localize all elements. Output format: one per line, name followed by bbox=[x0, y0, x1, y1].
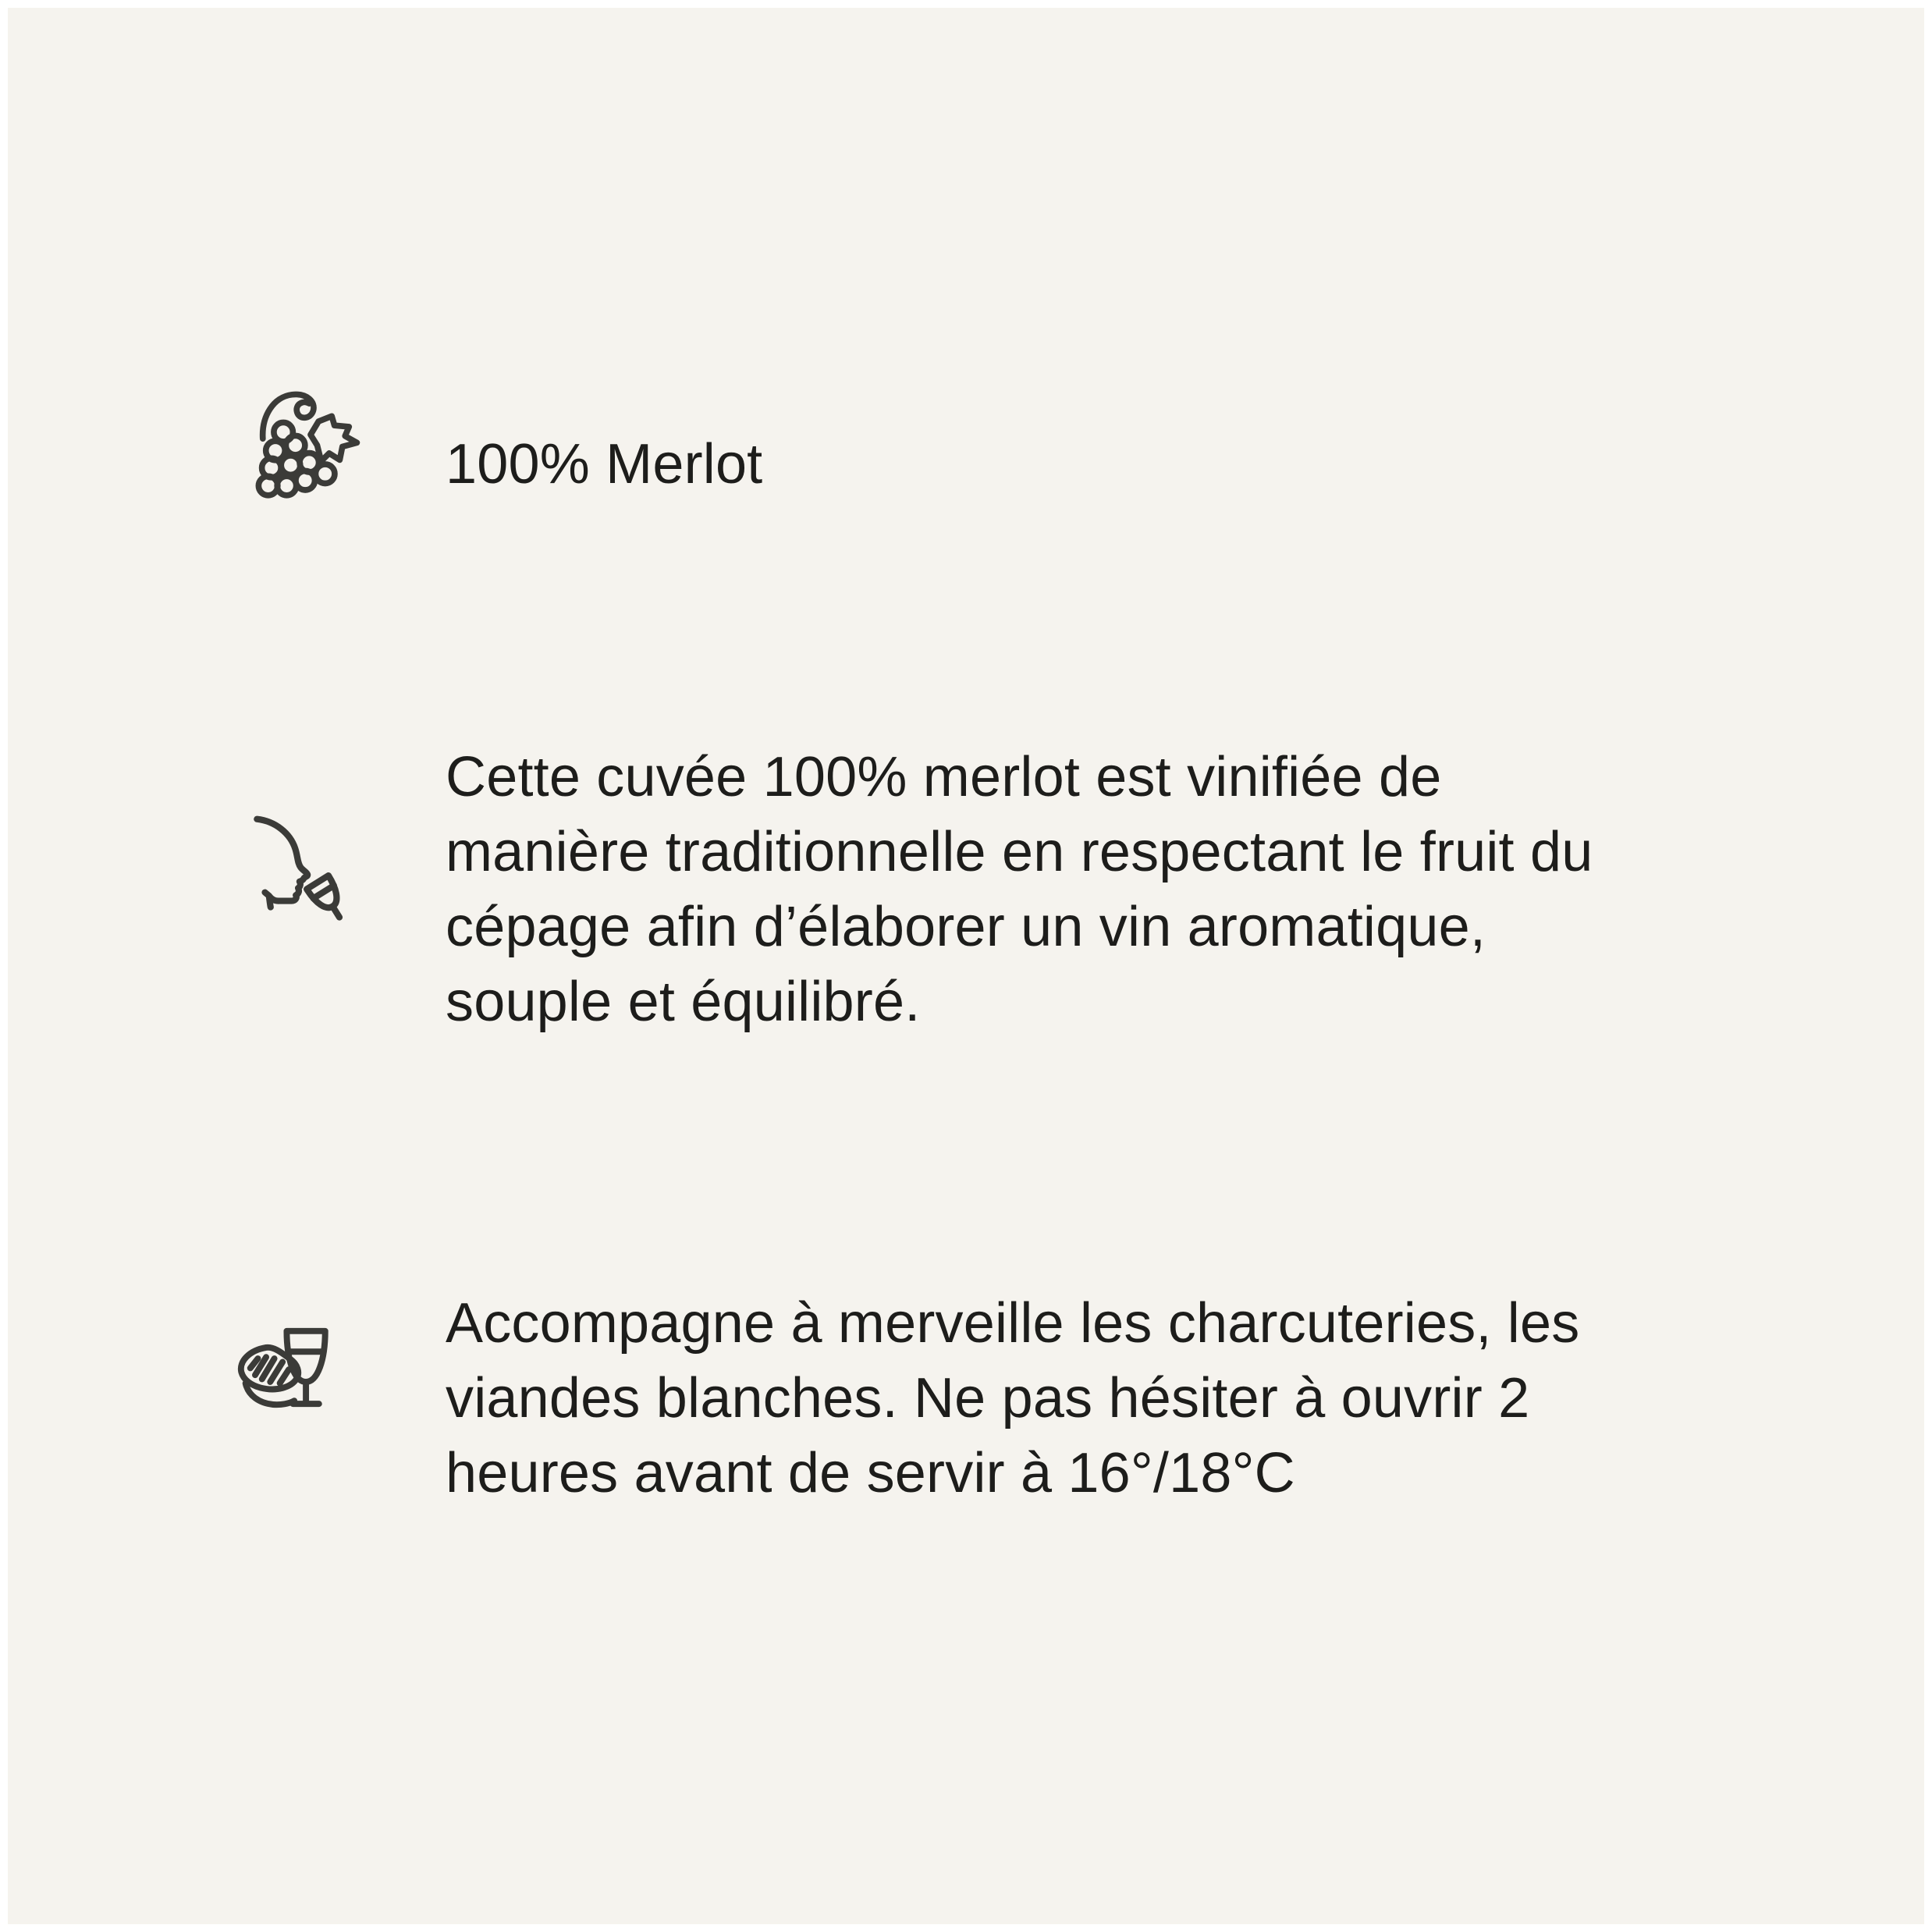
nose-tasting-icon bbox=[236, 805, 378, 955]
text-line: cépage afin d’élaborer un vin aromatique, bbox=[446, 896, 1486, 958]
text-line: viandes blanches. Ne pas hésiter à ouvrir 2 bbox=[446, 1367, 1530, 1429]
food-pairing-text bbox=[446, 1286, 1819, 1511]
steak-wine-glass-icon bbox=[222, 1319, 368, 1456]
text-line: souple et équilibré. bbox=[446, 971, 921, 1033]
text-line: Accompagne à merveille les charcuteries, les bbox=[446, 1292, 1580, 1355]
text-line: heures avant de servir à 16°/18°C bbox=[446, 1442, 1295, 1504]
tilted-wine-glass bbox=[307, 875, 350, 924]
wine-info-card bbox=[8, 8, 1924, 1924]
steak-grill-line bbox=[280, 1369, 289, 1383]
hand-detail bbox=[265, 893, 278, 907]
wine-glass bbox=[286, 1331, 325, 1404]
text-line: manière traditionnelle en respectant le fruit du bbox=[446, 821, 1593, 883]
text-line: Cette cuvée 100% merlot est vinifiée de bbox=[446, 746, 1442, 808]
tasting-notes-text bbox=[446, 740, 1819, 1039]
grapes-icon bbox=[244, 378, 377, 510]
text-line: 100% Merlot bbox=[446, 433, 763, 495]
grape-variety-text bbox=[446, 427, 1819, 502]
grape-vine-stem bbox=[263, 394, 314, 439]
face-profile bbox=[257, 819, 307, 901]
